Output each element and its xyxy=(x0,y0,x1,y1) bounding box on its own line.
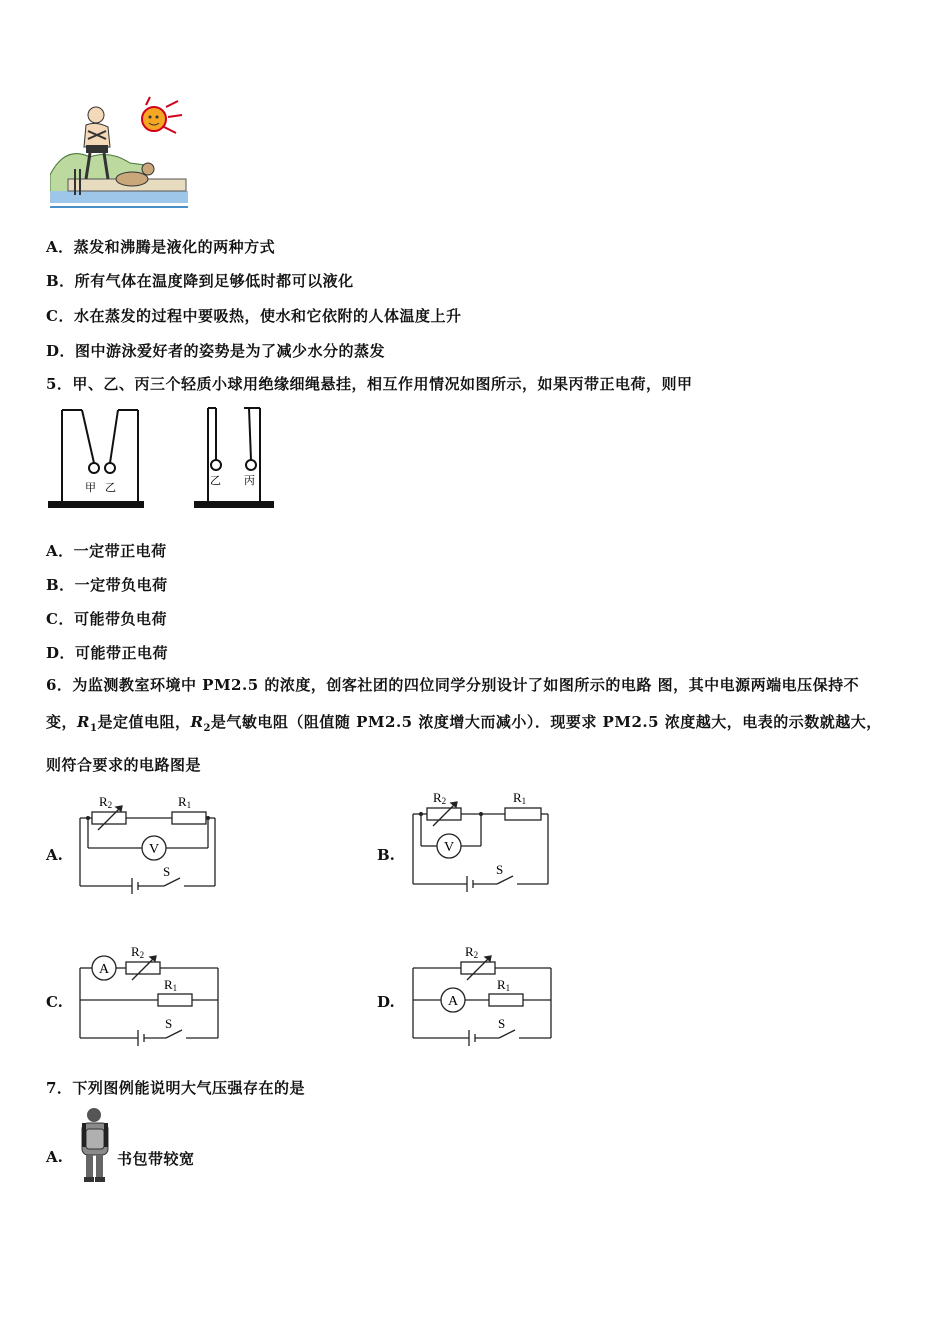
circuit-c-label: C. xyxy=(46,993,63,1011)
q7-stem: 7．下列图例能说明大气压强存在的是 xyxy=(46,1079,305,1097)
q7-option-a-text: 书包带较宽 xyxy=(117,1150,195,1168)
circuit-a-switch: S xyxy=(163,864,171,879)
q5-option-d: D．可能带正电荷 xyxy=(46,644,169,662)
q5-option-b: B．一定带负电荷 xyxy=(46,576,168,594)
circuit-d-label: D. xyxy=(377,993,395,1011)
circuit-a-voltmeter: V xyxy=(149,842,160,857)
circuit-a-r2: R2 xyxy=(99,794,113,810)
circuit-d xyxy=(407,940,557,1046)
ball-label-jia: 甲 xyxy=(85,482,96,494)
circuit-b-r1: R1 xyxy=(513,790,527,806)
circuit-d-ammeter: A xyxy=(448,994,459,1009)
circuit-c-switch: S xyxy=(165,1016,173,1031)
circuit-c xyxy=(74,942,224,1048)
circuit-c-r2: R2 xyxy=(131,944,145,960)
q6-line-3: 则符合要求的电路图是 xyxy=(46,756,202,774)
circuit-a-label: A. xyxy=(46,846,63,864)
circuit-c-r1: R1 xyxy=(164,977,178,993)
circuit-c-ammeter: A xyxy=(99,962,110,977)
q7-option-a-label: A. xyxy=(46,1148,63,1166)
q6-line-2: 变，$R_1$是定值电阻，$R_2$是气敏电阻（阻值随 PM2.5 浓度增大而减小）．现要求 PM2.5 浓度越大，电表的示数就越大， xyxy=(46,713,882,734)
ball-label-bing: 丙 xyxy=(244,475,255,487)
swimmer-illustration xyxy=(50,95,190,215)
circuit-b-switch: S xyxy=(496,862,504,877)
q4-option-d: D．图中游泳爱好者的姿势是为了减少水分的蒸发 xyxy=(46,342,386,360)
q5-option-a: A．一定带正电荷 xyxy=(46,542,167,560)
q5-option-c: C．可能带负电荷 xyxy=(46,610,167,628)
circuit-d-r1: R1 xyxy=(497,977,511,993)
ball-label-yi-right: 乙 xyxy=(210,475,221,487)
circuit-d-switch: S xyxy=(498,1016,506,1031)
q6-line-1: 6．为监测教室环境中 PM2.5 的浓度，创客社团的四位同学分别设计了如图所示的电路 图，其中电源两端电压保持不 xyxy=(46,676,860,694)
ball-label-yi-left: 乙 xyxy=(105,482,116,494)
circuit-b-voltmeter: V xyxy=(444,840,455,855)
circuit-b-r2: R2 xyxy=(433,790,447,806)
circuit-b xyxy=(405,786,555,896)
q6-stem xyxy=(46,667,906,784)
q4-option-a: A．蒸发和沸腾是液化的两种方式 xyxy=(46,238,276,256)
hanging-balls-figure xyxy=(44,405,279,513)
q4-option-b: B．所有气体在温度降到足够低时都可以液化 xyxy=(46,272,354,290)
q5-stem: 5．甲、乙、丙三个轻质小球用绝缘细绳悬挂，相互作用情况如图所示，如果丙带正电荷，则甲 xyxy=(46,375,693,393)
backpack-student-picture xyxy=(74,1105,114,1185)
q4-option-c: C．水在蒸发的过程中要吸热，使水和它依附的人体温度上升 xyxy=(46,307,462,325)
circuit-b-label: B. xyxy=(377,846,395,864)
circuit-d-r2: R2 xyxy=(465,944,479,960)
circuit-a xyxy=(72,788,222,898)
circuit-a-r1: R1 xyxy=(178,794,192,810)
